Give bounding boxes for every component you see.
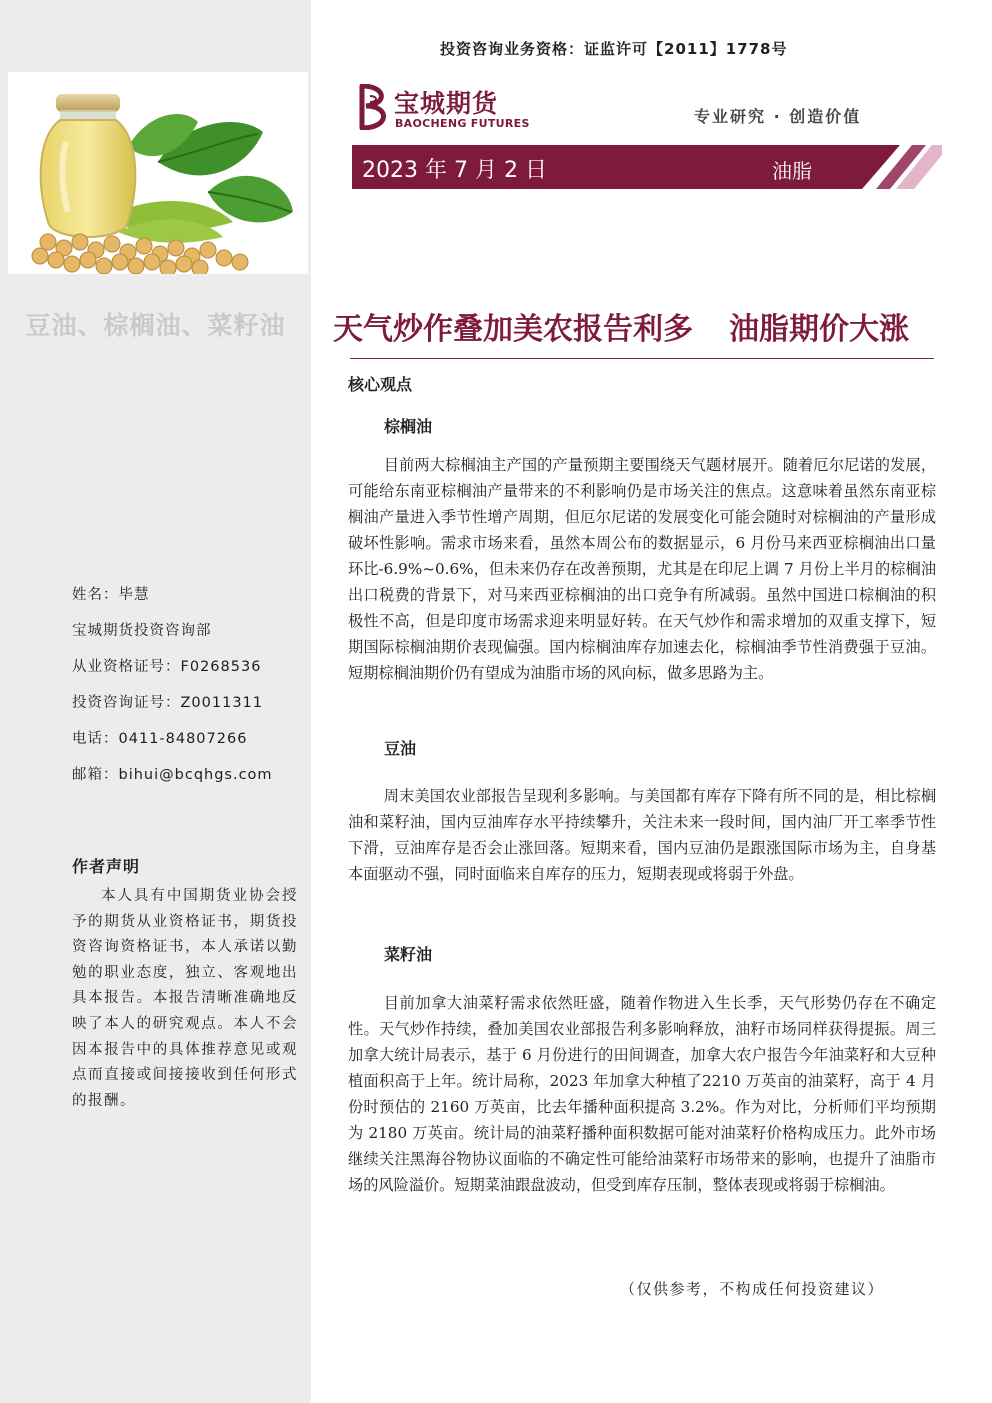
section-body-rapeseed-oil: 目前加拿大油菜籽需求依然旺盛，随着作物进入生长季，天气形势仍存在不确定性。天气炒作持续，叠加美国农业部报告利多影响释放，油籽市场同样获得提振。周三加拿大统计局表示，基于 6 月份进行的田间调查，加拿大农户报告今年油菜籽和大豆种植面积高于上年。统计局称，2023 年加拿大种植了2210 万英亩的油菜籽，高于 4 月份时预估的 2160 万英亩，比去年播种面积提高 3.2%。作为对比，分析师们平均预期为 2180 万英亩。统计局的油菜籽播种面积数据可能对油菜籽价格构成压力。此外市场继续关注黑海谷物协议面临的不确定性可能给油菜籽市场带来的影响，也提升了油脂市场的风险溢价。短期菜油跟盘波动，但受到库存压制，整体表现或将弱于棕榈油。 [348, 994, 936, 1194]
section-body-soybean-oil: 周末美国农业部报告呈现利多影响。与美国都有库存下降有所不同的是，相比棕榈油和菜籽油，国内豆油库存水平持续攀升，关注未来一段时间，国内油厂开工率季节性下滑，豆油库存是否会止涨回落。短期来看，国内豆油仍是跟涨国际市场为主，自身基本面驱动不强，同时面临来自库存的压力，短期表现或将弱于外盘。 [348, 787, 936, 883]
company-logo [356, 84, 530, 132]
author-email: 邮箱：bihui@bcqhgs.com [72, 767, 273, 783]
author-info [72, 584, 302, 800]
headline-part-1: 天气炒作叠加美农报告利多 [333, 312, 693, 347]
consulting-number: 投资咨询证号：Z0011311 [72, 695, 264, 711]
slogan: 专业研究 · 创造价值 [694, 107, 862, 126]
headline [333, 304, 973, 348]
logo-b-mark-icon [356, 84, 392, 130]
author-phone: 电话：0411-84807266 [72, 731, 248, 747]
disclaimer: （仅供参考，不构成任何投资建议） [620, 1280, 885, 1298]
qualification-number: 从业资格证号：F0268536 [72, 659, 262, 675]
section-title-rapeseed-oil: 菜籽油 [384, 945, 433, 964]
statement-body: 本人具有中国期货业协会授予的期货从业资格证书，期货投资咨询资格证书，本人承诺以勤勉的职业态度，独立、客观地出具本报告。本报告清晰准确地反映了本人的研究观点。本人不会因本报告中的具体推荐意见或观点而直接或间接接收到任何形式的报酬。 [72, 888, 298, 1109]
headline-part-2: 油脂期价大涨 [729, 312, 909, 347]
author-statement [72, 856, 298, 1114]
author-name: 姓名：毕慧 [72, 587, 150, 603]
sidebar [0, 0, 311, 1403]
report-date: 2023 年 7 月 2 日 [362, 158, 547, 183]
logo-english-name: BAOCHENG FUTURES [395, 117, 530, 130]
headline-divider [350, 358, 934, 359]
core-view-title: 核心观点 [348, 375, 413, 394]
license-line: 投资咨询业务资格：证监许可【2011】1778号 [440, 40, 788, 58]
section-body-palm-oil: 目前两大棕榈油主产国的产量预期主要围绕天气题材展开。随着厄尔尼诺的发展，可能给东南亚棕榈油产量带来的不利影响仍是市场关注的焦点。这意味着虽然东南亚棕榈油产量进入季节性增产周期，但厄尔尼诺的发展变化可能会随时对棕榈油的产量形成破坏性影响。需求市场来看，虽然本周公布的数据显示，6 月份马来西亚棕榈油出口量环比-6.9%~0.6%，但未来仍存在改善预期，尤其是在印尼上调 7 月份上半月的棕榈油出口税费的背景下，对马来西亚棕榈油的出口竞争有所减弱。虽然中国进口棕榈油的积极性不高，但是印度市场需求迎来明显好转。在天气炒作和需求增加的双重支撑下，短期国际棕榈油期价表现偏强。国内棕榈油库存加速去化，棕榈油季节性消费强于豆油。短期棕榈油期价仍有望成为油脂市场的风向标，做多思路为主。 [348, 456, 937, 682]
product-title: 豆油、棕榈油、菜籽油 [25, 311, 286, 340]
oil-jar-soybeans-illustration [8, 72, 308, 274]
section-title-soybean-oil: 豆油 [384, 739, 417, 758]
statement-title: 作者声明 [72, 857, 141, 876]
logo-name: 宝城期货 [394, 89, 499, 118]
author-department: 宝城期货投资咨询部 [72, 623, 212, 639]
report-category: 油脂 [772, 159, 812, 183]
soybean-oil-photo [8, 72, 308, 274]
section-title-palm-oil: 棕榈油 [384, 417, 433, 436]
